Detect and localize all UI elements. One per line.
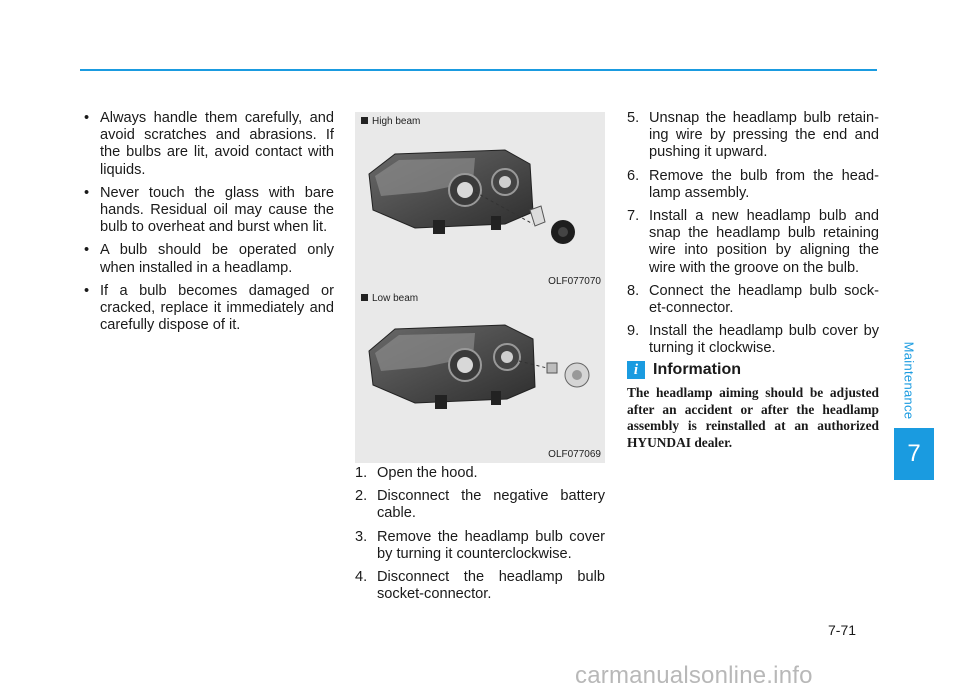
- section-side-label: [896, 340, 922, 420]
- step-item: 1. Open the hood.: [355, 465, 478, 481]
- chapter-tab: 7: [894, 428, 934, 480]
- step-item: 2. Disconnect the negative battery cable.: [355, 488, 605, 522]
- section-name: Maintenance: [901, 341, 917, 419]
- bullet-item: • Always handle them carefully, and avoid scratches and abrasions. If the bulbs are lit, avoid contact with liquids.: [82, 110, 334, 179]
- watermark: carmanualsonline.info: [575, 662, 813, 689]
- step-item: 5. Unsnap the headlamp bulb retain-ing wire by pressing the end and pushing it upward.: [627, 110, 879, 161]
- page-number: 7-71: [828, 622, 857, 638]
- bullet-item: • Never touch the glass with bare hands. Residual oil may cause the bulb to overheat and burst when lit.: [82, 185, 334, 237]
- middle-column: [355, 465, 605, 609]
- step-item: 4. Disconnect the headlamp bulb socket-connector.: [355, 569, 605, 603]
- headlamp-assembly-illustration: [355, 112, 605, 290]
- info-icon: i: [627, 361, 645, 379]
- bullet-item: • If a bulb becomes damaged or cracked, replace it immediately and carefully dispose of it.: [82, 283, 334, 335]
- step-item: 9. Install the headlamp bulb cover by turning it clockwise.: [627, 323, 879, 357]
- figure-code: OLF077070: [548, 276, 601, 287]
- information-title: Information: [653, 361, 741, 378]
- steps-list: [355, 465, 605, 603]
- steps-list: [627, 110, 879, 358]
- information-heading: [627, 360, 741, 380]
- information-body: The headlamp aiming should be adjusted after an accident or after the headlamp assembly is reinstalled at an authorized HYUNDAI dealer.: [627, 385, 879, 450]
- header-rule: [80, 69, 877, 71]
- step-item: 7. Install a new headlamp bulb and snap the headlamp bulb retaining wire into position by aligning the wire with the groove on the bulb.: [627, 208, 879, 276]
- figure-label-text: High beam: [372, 116, 421, 127]
- caution-bullet-list: [82, 110, 334, 334]
- figure-code: OLF077069: [548, 449, 601, 460]
- step-item: 8. Connect the headlamp bulb sock-et-connector.: [627, 282, 879, 317]
- bullet-item: • A bulb should be operated only when installed in a headlamp.: [82, 242, 334, 276]
- high-beam-figure: [355, 112, 605, 290]
- step-item: 3. Remove the headlamp bulb cover by turning it counterclockwise.: [355, 528, 605, 562]
- figure-label-text: Low beam: [372, 293, 419, 304]
- left-column: [82, 110, 334, 340]
- low-beam-figure: [355, 289, 605, 463]
- right-column: [627, 110, 879, 364]
- headlamp-assembly-illustration: [355, 289, 605, 463]
- step-item: 6. Remove the bulb from the head-lamp assembly.: [627, 167, 879, 201]
